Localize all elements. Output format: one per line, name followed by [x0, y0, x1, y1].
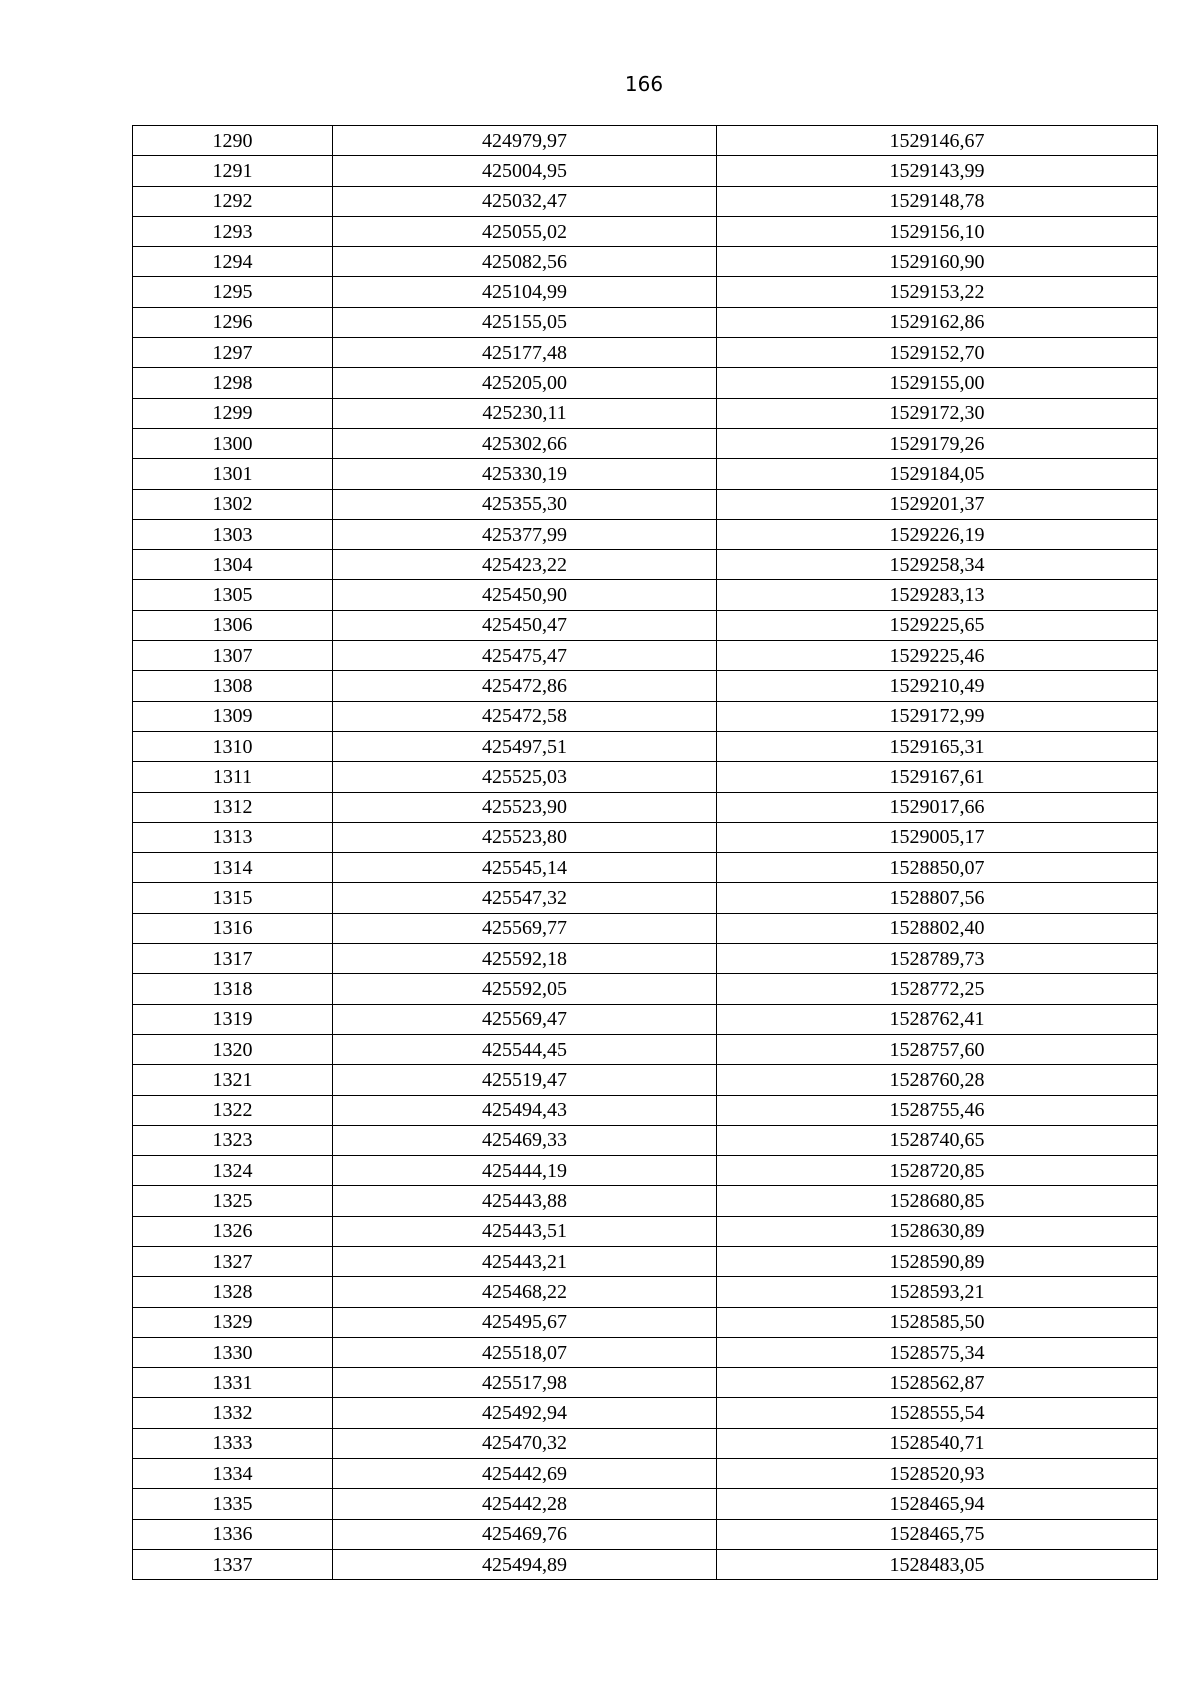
table-row — [133, 1004, 1158, 1034]
point-number-cell: 1335 — [133, 1489, 333, 1519]
table-row — [133, 156, 1158, 186]
point-number-cell: 1307 — [133, 641, 333, 671]
x-coordinate-cell: 425082,56 — [333, 247, 717, 277]
x-coordinate-cell: 425330,19 — [333, 459, 717, 489]
point-number-cell: 1337 — [133, 1549, 333, 1579]
point-number-cell: 1314 — [133, 853, 333, 883]
y-coordinate-cell: 1529225,46 — [717, 641, 1158, 671]
x-coordinate-cell: 425423,22 — [333, 550, 717, 580]
y-coordinate-cell: 1529201,37 — [717, 489, 1158, 519]
x-coordinate-cell: 425004,95 — [333, 156, 717, 186]
y-coordinate-cell: 1528762,41 — [717, 1004, 1158, 1034]
point-number-cell: 1313 — [133, 822, 333, 852]
x-coordinate-cell: 425450,90 — [333, 580, 717, 610]
x-coordinate-cell: 425032,47 — [333, 186, 717, 216]
y-coordinate-cell: 1528465,94 — [717, 1489, 1158, 1519]
point-number-cell: 1327 — [133, 1246, 333, 1276]
x-coordinate-cell: 425177,48 — [333, 338, 717, 368]
x-coordinate-cell: 425230,11 — [333, 398, 717, 428]
x-coordinate-cell: 425523,90 — [333, 792, 717, 822]
y-coordinate-cell: 1529258,34 — [717, 550, 1158, 580]
point-number-cell: 1295 — [133, 277, 333, 307]
x-coordinate-cell: 425519,47 — [333, 1065, 717, 1095]
y-coordinate-cell: 1529143,99 — [717, 156, 1158, 186]
point-number-cell: 1329 — [133, 1307, 333, 1337]
y-coordinate-cell: 1528755,46 — [717, 1095, 1158, 1125]
point-number-cell: 1298 — [133, 368, 333, 398]
y-coordinate-cell: 1528520,93 — [717, 1459, 1158, 1489]
table-row — [133, 519, 1158, 549]
x-coordinate-cell: 425468,22 — [333, 1277, 717, 1307]
table-row — [133, 1307, 1158, 1337]
table-row — [133, 1125, 1158, 1155]
table-row — [133, 1216, 1158, 1246]
point-number-cell: 1331 — [133, 1368, 333, 1398]
table-row — [133, 913, 1158, 943]
point-number-cell: 1315 — [133, 883, 333, 913]
y-coordinate-cell: 1529167,61 — [717, 762, 1158, 792]
table-row — [133, 580, 1158, 610]
x-coordinate-cell: 425470,32 — [333, 1428, 717, 1458]
table-row — [133, 641, 1158, 671]
table-row — [133, 792, 1158, 822]
x-coordinate-cell: 425592,18 — [333, 944, 717, 974]
point-number-cell: 1305 — [133, 580, 333, 610]
y-coordinate-cell: 1529226,19 — [717, 519, 1158, 549]
table-row — [133, 1459, 1158, 1489]
x-coordinate-cell: 425472,86 — [333, 671, 717, 701]
y-coordinate-cell: 1529148,78 — [717, 186, 1158, 216]
table-row — [133, 1337, 1158, 1367]
x-coordinate-cell: 425523,80 — [333, 822, 717, 852]
point-number-cell: 1333 — [133, 1428, 333, 1458]
table-row — [133, 1034, 1158, 1064]
point-number-cell: 1318 — [133, 974, 333, 1004]
x-coordinate-cell: 425469,76 — [333, 1519, 717, 1549]
x-coordinate-cell: 425443,21 — [333, 1246, 717, 1276]
point-number-cell: 1325 — [133, 1186, 333, 1216]
table-row — [133, 277, 1158, 307]
y-coordinate-cell: 1528465,75 — [717, 1519, 1158, 1549]
table-row — [133, 1095, 1158, 1125]
point-number-cell: 1336 — [133, 1519, 333, 1549]
table-row — [133, 853, 1158, 883]
y-coordinate-cell: 1529210,49 — [717, 671, 1158, 701]
table-row — [133, 398, 1158, 428]
y-coordinate-cell: 1528483,05 — [717, 1549, 1158, 1579]
y-coordinate-cell: 1528540,71 — [717, 1428, 1158, 1458]
x-coordinate-cell: 425569,47 — [333, 1004, 717, 1034]
table-row — [133, 1519, 1158, 1549]
table-row — [133, 610, 1158, 640]
table-row — [133, 1489, 1158, 1519]
point-number-cell: 1320 — [133, 1034, 333, 1064]
table-row — [133, 550, 1158, 580]
y-coordinate-cell: 1528585,50 — [717, 1307, 1158, 1337]
x-coordinate-cell: 425544,45 — [333, 1034, 717, 1064]
table-row — [133, 126, 1158, 156]
y-coordinate-cell: 1529172,99 — [717, 701, 1158, 731]
point-number-cell: 1304 — [133, 550, 333, 580]
y-coordinate-cell: 1528760,28 — [717, 1065, 1158, 1095]
point-number-cell: 1293 — [133, 216, 333, 246]
table-row — [133, 671, 1158, 701]
table-row — [133, 883, 1158, 913]
table-row — [133, 731, 1158, 761]
y-coordinate-cell: 1528789,73 — [717, 944, 1158, 974]
y-coordinate-cell: 1528555,54 — [717, 1398, 1158, 1428]
x-coordinate-cell: 425475,47 — [333, 641, 717, 671]
y-coordinate-cell: 1529225,65 — [717, 610, 1158, 640]
point-number-cell: 1302 — [133, 489, 333, 519]
point-number-cell: 1316 — [133, 913, 333, 943]
y-coordinate-cell: 1529165,31 — [717, 731, 1158, 761]
x-coordinate-cell: 425592,05 — [333, 974, 717, 1004]
y-coordinate-cell: 1528807,56 — [717, 883, 1158, 913]
x-coordinate-cell: 425443,51 — [333, 1216, 717, 1246]
table-row — [133, 1065, 1158, 1095]
x-coordinate-cell: 425442,28 — [333, 1489, 717, 1519]
x-coordinate-cell: 425443,88 — [333, 1186, 717, 1216]
x-coordinate-cell: 425355,30 — [333, 489, 717, 519]
y-coordinate-cell: 1528575,34 — [717, 1337, 1158, 1367]
point-number-cell: 1330 — [133, 1337, 333, 1367]
point-number-cell: 1322 — [133, 1095, 333, 1125]
x-coordinate-cell: 425205,00 — [333, 368, 717, 398]
y-coordinate-cell: 1529153,22 — [717, 277, 1158, 307]
table-row — [133, 762, 1158, 792]
y-coordinate-cell: 1529152,70 — [717, 338, 1158, 368]
point-number-cell: 1299 — [133, 398, 333, 428]
x-coordinate-cell: 425545,14 — [333, 853, 717, 883]
point-number-cell: 1332 — [133, 1398, 333, 1428]
point-number-cell: 1309 — [133, 701, 333, 731]
point-number-cell: 1326 — [133, 1216, 333, 1246]
y-coordinate-cell: 1528740,65 — [717, 1125, 1158, 1155]
table-row — [133, 1398, 1158, 1428]
table-row — [133, 1277, 1158, 1307]
y-coordinate-cell: 1528590,89 — [717, 1246, 1158, 1276]
x-coordinate-cell: 424979,97 — [333, 126, 717, 156]
y-coordinate-cell: 1528802,40 — [717, 913, 1158, 943]
table-row — [133, 216, 1158, 246]
table-row — [133, 701, 1158, 731]
coordinates-table-body — [133, 126, 1158, 1580]
point-number-cell: 1291 — [133, 156, 333, 186]
y-coordinate-cell: 1529283,13 — [717, 580, 1158, 610]
y-coordinate-cell: 1528850,07 — [717, 853, 1158, 883]
x-coordinate-cell: 425472,58 — [333, 701, 717, 731]
x-coordinate-cell: 425497,51 — [333, 731, 717, 761]
point-number-cell: 1292 — [133, 186, 333, 216]
y-coordinate-cell: 1529005,17 — [717, 822, 1158, 852]
y-coordinate-cell: 1528680,85 — [717, 1186, 1158, 1216]
table-row — [133, 247, 1158, 277]
x-coordinate-cell: 425495,67 — [333, 1307, 717, 1337]
table-row — [133, 1156, 1158, 1186]
point-number-cell: 1306 — [133, 610, 333, 640]
y-coordinate-cell: 1529184,05 — [717, 459, 1158, 489]
y-coordinate-cell: 1529162,86 — [717, 307, 1158, 337]
table-row — [133, 368, 1158, 398]
point-number-cell: 1296 — [133, 307, 333, 337]
table-row — [133, 186, 1158, 216]
point-number-cell: 1300 — [133, 428, 333, 458]
table-row — [133, 974, 1158, 1004]
point-number-cell: 1324 — [133, 1156, 333, 1186]
table-row — [133, 428, 1158, 458]
y-coordinate-cell: 1529160,90 — [717, 247, 1158, 277]
x-coordinate-cell: 425517,98 — [333, 1368, 717, 1398]
point-number-cell: 1317 — [133, 944, 333, 974]
x-coordinate-cell: 425518,07 — [333, 1337, 717, 1367]
point-number-cell: 1294 — [133, 247, 333, 277]
table-row — [133, 307, 1158, 337]
table-row — [133, 338, 1158, 368]
point-number-cell: 1319 — [133, 1004, 333, 1034]
y-coordinate-cell: 1528593,21 — [717, 1277, 1158, 1307]
x-coordinate-cell: 425155,05 — [333, 307, 717, 337]
x-coordinate-cell: 425469,33 — [333, 1125, 717, 1155]
x-coordinate-cell: 425494,89 — [333, 1549, 717, 1579]
x-coordinate-cell: 425569,77 — [333, 913, 717, 943]
y-coordinate-cell: 1529172,30 — [717, 398, 1158, 428]
x-coordinate-cell: 425442,69 — [333, 1459, 717, 1489]
table-row — [133, 1549, 1158, 1579]
x-coordinate-cell: 425104,99 — [333, 277, 717, 307]
y-coordinate-cell: 1529017,66 — [717, 792, 1158, 822]
point-number-cell: 1323 — [133, 1125, 333, 1155]
y-coordinate-cell: 1528757,60 — [717, 1034, 1158, 1064]
table-row — [133, 1368, 1158, 1398]
x-coordinate-cell: 425302,66 — [333, 428, 717, 458]
point-number-cell: 1301 — [133, 459, 333, 489]
y-coordinate-cell: 1528720,85 — [717, 1156, 1158, 1186]
point-number-cell: 1328 — [133, 1277, 333, 1307]
point-number-cell: 1321 — [133, 1065, 333, 1095]
x-coordinate-cell: 425055,02 — [333, 216, 717, 246]
point-number-cell: 1290 — [133, 126, 333, 156]
y-coordinate-cell: 1528562,87 — [717, 1368, 1158, 1398]
y-coordinate-cell: 1529179,26 — [717, 428, 1158, 458]
table-row — [133, 1186, 1158, 1216]
table-row — [133, 944, 1158, 974]
table-row — [133, 459, 1158, 489]
point-number-cell: 1310 — [133, 731, 333, 761]
table-row — [133, 1428, 1158, 1458]
y-coordinate-cell: 1529155,00 — [717, 368, 1158, 398]
x-coordinate-cell: 425492,94 — [333, 1398, 717, 1428]
point-number-cell: 1308 — [133, 671, 333, 701]
table-row — [133, 489, 1158, 519]
x-coordinate-cell: 425377,99 — [333, 519, 717, 549]
point-number-cell: 1312 — [133, 792, 333, 822]
y-coordinate-cell: 1528630,89 — [717, 1216, 1158, 1246]
x-coordinate-cell: 425444,19 — [333, 1156, 717, 1186]
table-row — [133, 822, 1158, 852]
point-number-cell: 1311 — [133, 762, 333, 792]
x-coordinate-cell: 425525,03 — [333, 762, 717, 792]
x-coordinate-cell: 425494,43 — [333, 1095, 717, 1125]
y-coordinate-cell: 1529156,10 — [717, 216, 1158, 246]
point-number-cell: 1334 — [133, 1459, 333, 1489]
table-row — [133, 1246, 1158, 1276]
point-number-cell: 1297 — [133, 338, 333, 368]
y-coordinate-cell: 1528772,25 — [717, 974, 1158, 1004]
page-number: 166 — [624, 72, 664, 96]
coordinates-table — [132, 125, 1158, 1580]
point-number-cell: 1303 — [133, 519, 333, 549]
x-coordinate-cell: 425450,47 — [333, 610, 717, 640]
y-coordinate-cell: 1529146,67 — [717, 126, 1158, 156]
x-coordinate-cell: 425547,32 — [333, 883, 717, 913]
